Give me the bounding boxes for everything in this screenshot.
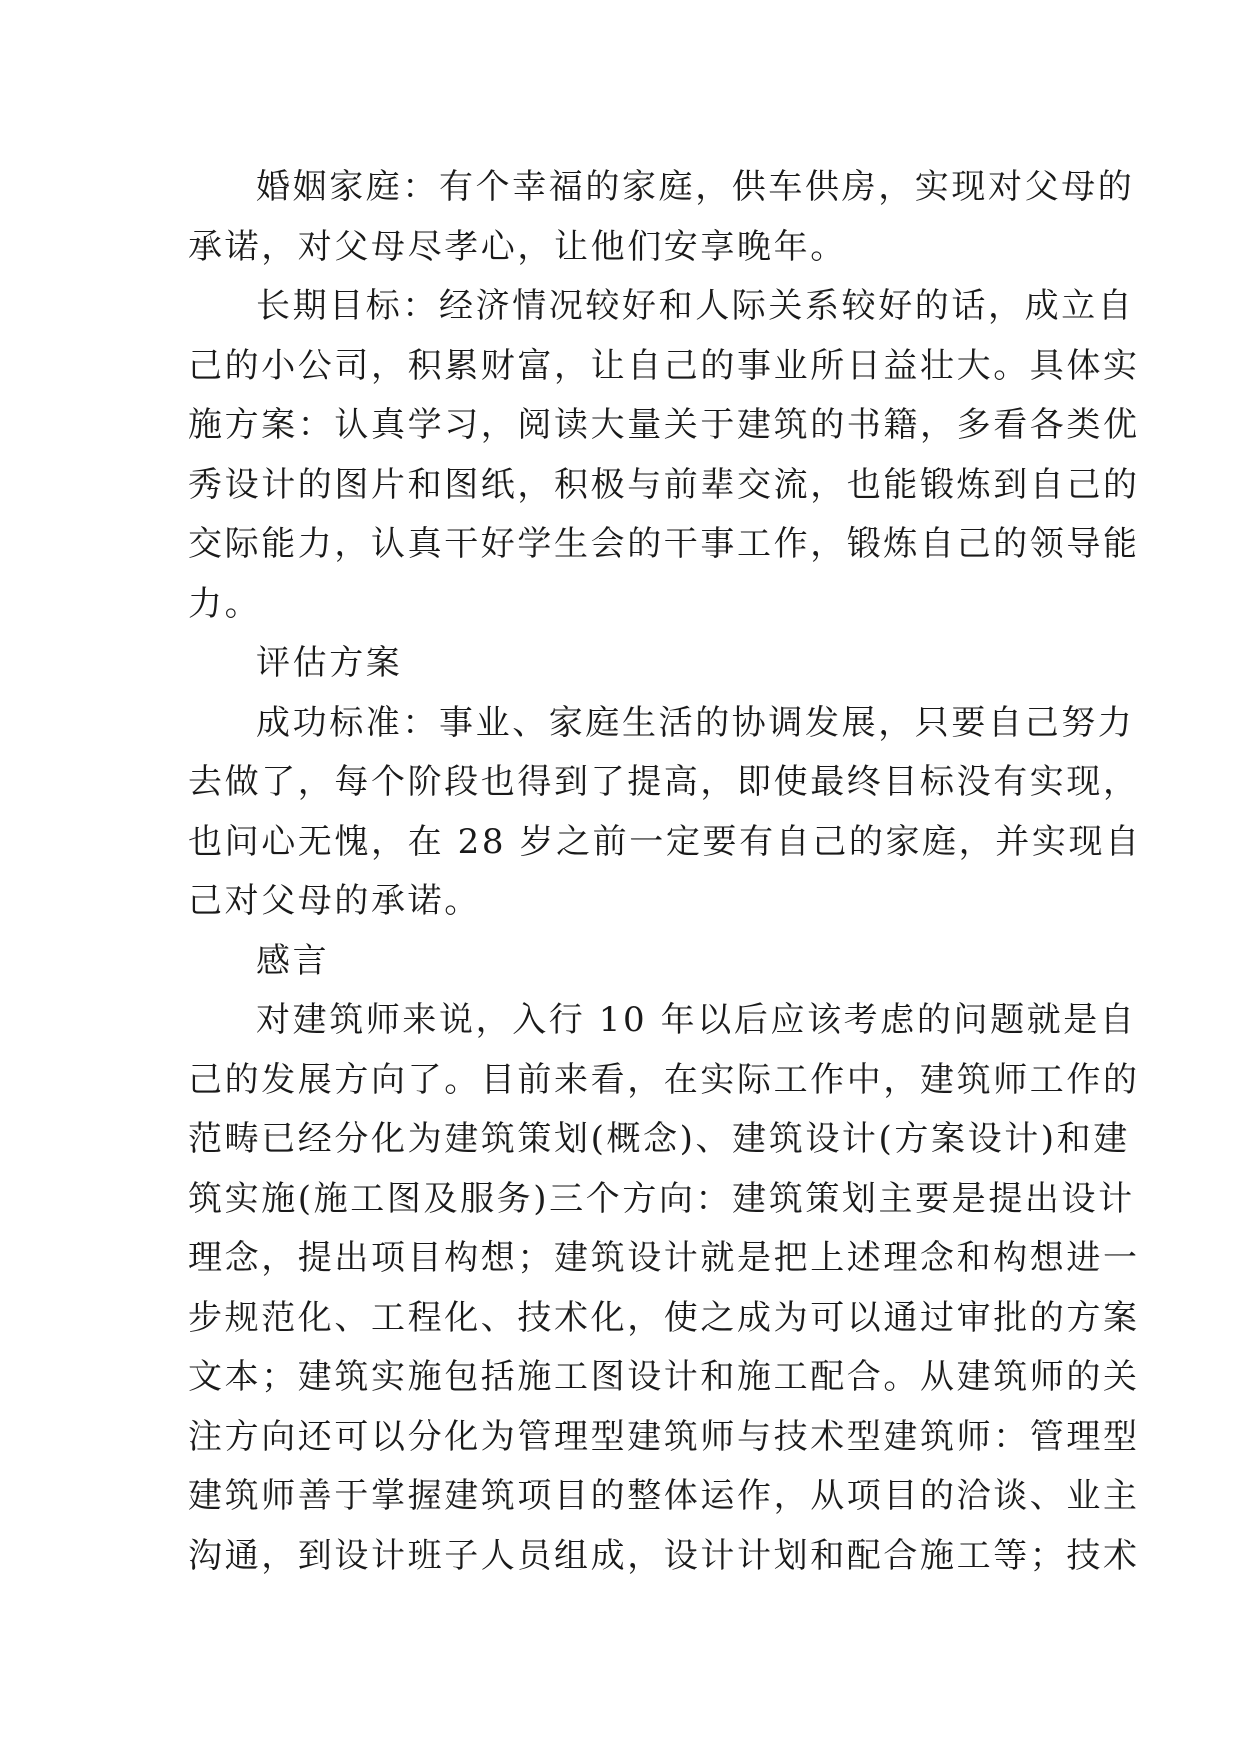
- text-line: 也问心无愧，在 28 岁之前一定要有自己的家庭，并实现自: [188, 821, 1142, 862]
- text-line: 对建筑师来说，入行 10 年以后应该考虑的问题就是自: [256, 1000, 1137, 1040]
- text-line: 注方向还可以分化为管理型建筑师与技术型建筑师：管理型: [188, 1416, 1140, 1457]
- paragraph-reflection-body: [188, 991, 1140, 1586]
- document-body: [188, 158, 1142, 1586]
- paragraph-success-criteria: [188, 694, 1142, 932]
- text-line: 去做了，每个阶段也得到了提高，即使最终目标没有实现，: [188, 762, 1140, 802]
- text-line: 沟通，到设计班子人员组成，设计计划和配合施工等；技术: [188, 1535, 1140, 1576]
- heading-text: 评估方案: [256, 643, 403, 683]
- section-heading-evaluation: [188, 634, 1072, 694]
- text-line: 交际能力，认真干好学生会的干事工作，锻炼自己的领导能: [188, 524, 1140, 564]
- text-line: 承诺，对父母尽孝心，让他们安享晚年。: [188, 226, 847, 267]
- text-line: 秀设计的图片和图纸，积极与前辈交流，也能锻炼到自己的: [188, 464, 1140, 505]
- text-line: 范畴已经分化为建筑策划(概念)、建筑设计(方案设计)和建: [188, 1119, 1130, 1159]
- paragraph-long-term-goal: [188, 277, 1140, 634]
- text-line: 己的小公司，积累财富，让自己的事业所日益壮大。具体实: [188, 345, 1140, 386]
- heading-text: 感言: [256, 940, 330, 981]
- text-line: 建筑师善于掌握建筑项目的整体运作，从项目的洽谈、业主: [188, 1476, 1140, 1516]
- text-line: 力。: [188, 583, 262, 624]
- text-line: 施方案：认真学习，阅读大量关于建筑的书籍，多看各类优: [188, 405, 1140, 445]
- text-line: 文本；建筑实施包括施工图设计和施工配合。从建筑师的关: [188, 1357, 1140, 1397]
- text-line: 长期目标：经济情况较好和人际关系较好的话，成立自: [256, 286, 1135, 326]
- text-line: 婚姻家庭：有个幸福的家庭，供车供房，实现对父母的: [256, 167, 1135, 207]
- text-line: 己对父母的承诺。: [188, 881, 481, 921]
- section-heading-reflection: [188, 932, 1072, 992]
- text-line: 步规范化、工程化、技术化，使之成为可以通过审批的方案: [188, 1297, 1140, 1338]
- text-line: 成功标准：事业、家庭生活的协调发展，只要自己努力: [256, 702, 1135, 743]
- text-line: 理念，提出项目构想；建筑设计就是把上述理念和构想进一: [188, 1238, 1140, 1278]
- text-line: 筑实施(施工图及服务)三个方向：建筑策划主要是提出设计: [188, 1178, 1135, 1219]
- paragraph-marriage-family: [188, 158, 1135, 277]
- text-line: 己的发展方向了。目前来看，在实际工作中，建筑师工作的: [188, 1059, 1140, 1100]
